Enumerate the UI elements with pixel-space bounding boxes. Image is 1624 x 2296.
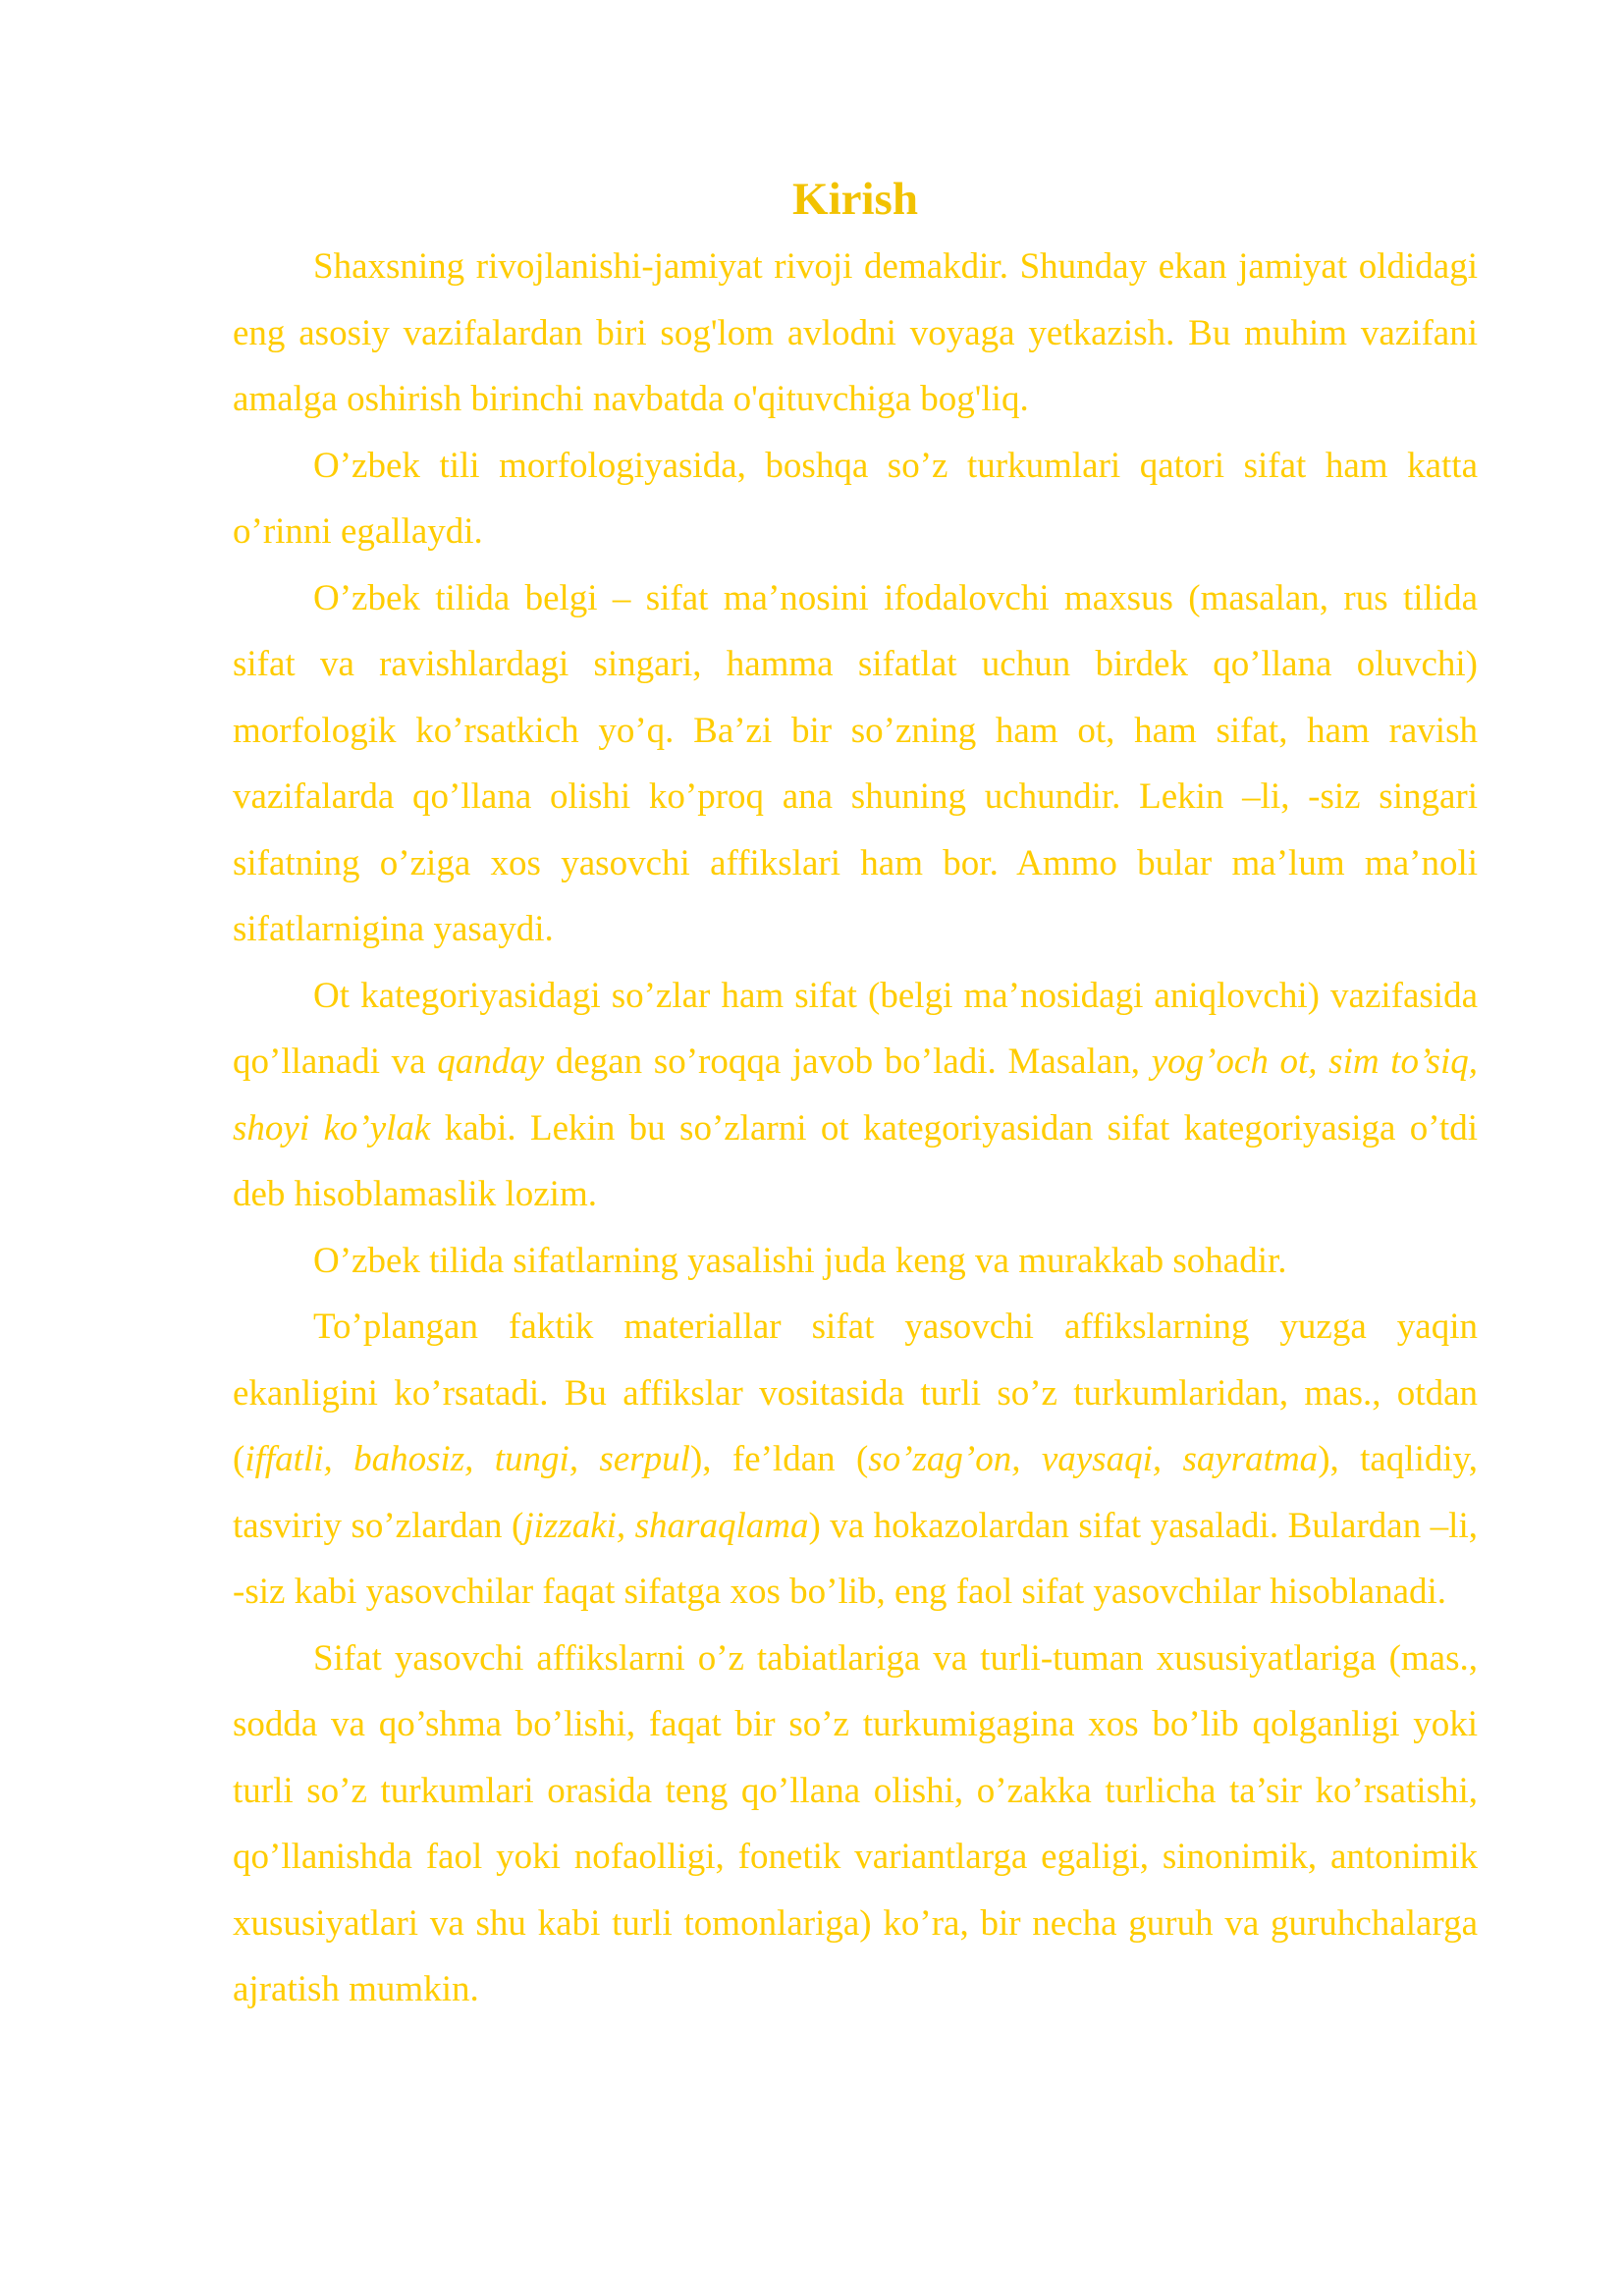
paragraph-text: To’plangan faktik materiallar sifat yasovchi affikslarning yuzga yaqin ekanligini ko’rsatadi. Bu affikslar vositasida turli so’z turkumlaridan, mas., otdan ( [233, 1307, 1478, 1479]
paragraph-text: O’zbek tilida belgi – sifat ma’nosini ifodalovchi maxsus (masalan, rus tilida sifat va ravishlardagi singari, hamma sifatlat uchun birdek qo’llana oluvchi) morfologik ko’rsatkich yo’q. Ba’zi bir so’zning ham ot, ham sifat, ham ravish vazifalarda qo’llana olishi ko’proq ana shuning uchundir. Lekin –li, -siz singari sifatning o’ziga xos yasovchi affikslari ham bor. Ammo bular ma’lum ma’noli sifatlarnigina yasaydi. [233, 577, 1478, 949]
italic-example: qanday [437, 1041, 545, 1082]
paragraph [233, 963, 1478, 1228]
page-title: Kirish [792, 174, 918, 225]
italic-example: yog’och ot, sim to’siq, shoyi ko’ylak [233, 1041, 1478, 1148]
paragraph-text: ), taqlidiy, tasviriy so’zlardan ( [233, 1439, 1478, 1546]
paragraph-text: O’zbek tili morfologiyasida, boshqa so’z turkumlari qatori sifat ham katta o’rinni egallaydi. [233, 445, 1478, 552]
paragraph [233, 1294, 1478, 1626]
paragraph [233, 433, 1478, 565]
paragraph-text: ), fe’ldan ( [689, 1439, 869, 1479]
paragraph [233, 1626, 1478, 2023]
paragraph-text: Shaxsning rivojlanishi-jamiyat rivoji demakdir. Shunday ekan jamiyat oldidagi eng asosiy vazifalardan biri sog'lom avlodni voyaga yetkazish. Bu muhim vazifani amalga oshirish birinchi navbatda o'qituvchiga bog'liq. [233, 246, 1478, 419]
document-body [233, 165, 1478, 2023]
paragraph-text: O’zbek tilida sifatlarning yasalishi juda keng va murakkab sohadir. [313, 1240, 1287, 1281]
italic-example: iffatli, bahosiz, tungi, serpul [244, 1439, 690, 1479]
paragraph [233, 234, 1478, 433]
italic-example: so’zag’on, vaysaqi, sayratma [868, 1439, 1319, 1479]
paragraph-text: Ot kategoriyasidagi so’zlar ham sifat (belgi ma’nosidagi aniqlovchi) vazifasida qo’llanadi va [233, 975, 1478, 1082]
paragraph [233, 1228, 1478, 1295]
paragraph-text: degan so’roqqa javob bo’ladi. Masalan, [544, 1041, 1152, 1082]
paragraph-text: Sifat yasovchi affikslarni o’z tabiatlariga va turli-tuman xususiyatlariga (mas., sodda va qo’shma bo’lishi, faqat bir so’z turkumigagina xos bo’lib qolganligi yoki turli so’z turkumlari orasida teng qo’llana olishi, o’zakka turlicha ta’sir ko’rsatishi, qo’llanishda faol yoki nofaolligi, fonetik variantlarga egaligi, sinonimik, antonimik xususiyatlari va shu kabi turli tomonlariga) ko’ra, bir necha guruh va guruhchalarga ajratish mumkin. [233, 1637, 1478, 2009]
paragraph-text: ) va hokazolardan sifat yasaladi. Bulardan –li, -siz kabi yasovchilar faqat sifatga xos bo’lib, eng faol sifat yasovchilar hisoblanadi. [233, 1505, 1478, 1612]
paragraph-text: kabi. Lekin bu so’zlarni ot kategoriyasidan sifat kategoriyasiga o’tdi deb hisoblamaslik lozim. [233, 1107, 1478, 1214]
paragraph [233, 565, 1478, 963]
italic-example: jizzaki, sharaqlama [523, 1505, 809, 1546]
